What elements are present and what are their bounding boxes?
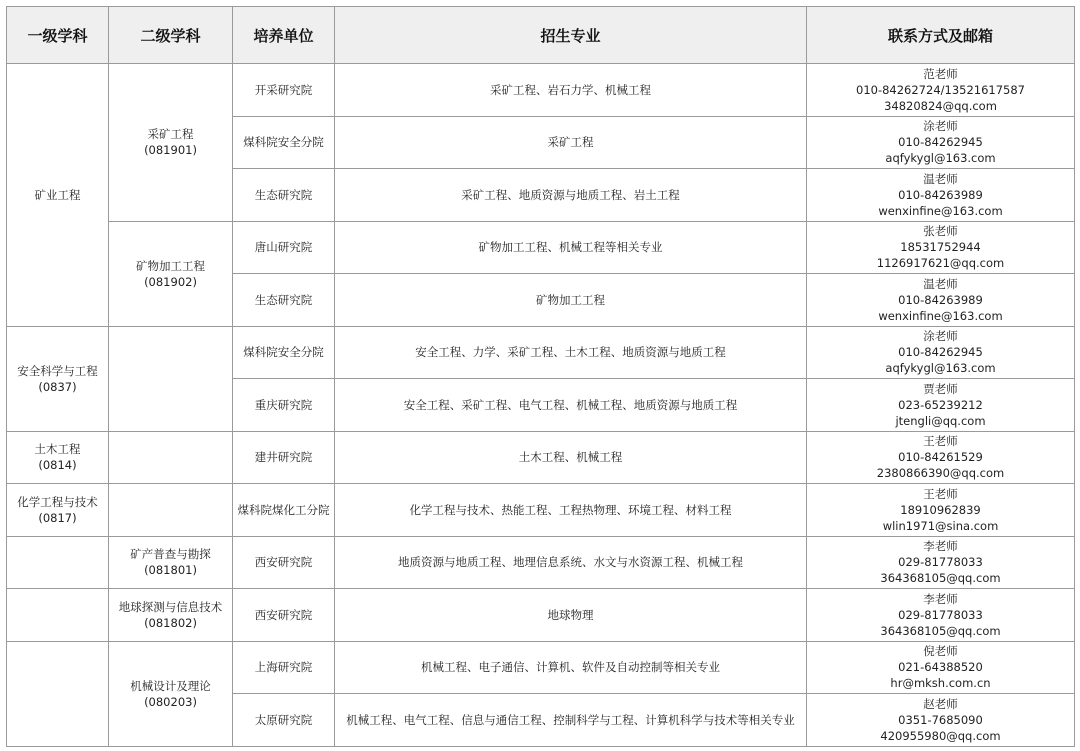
- contact-phone: 18531752944: [900, 240, 981, 255]
- majors-cell: 机械工程、电子通信、计算机、软件及自动控制等相关专业: [335, 641, 807, 694]
- header-row: [7, 7, 1075, 64]
- unit-cell: 生态研究院: [233, 274, 335, 327]
- unit-cell: 重庆研究院: [233, 379, 335, 432]
- header-cell: 招生专业: [335, 7, 807, 64]
- header-cell: 一级学科: [7, 7, 109, 64]
- unit-cell: 唐山研究院: [233, 221, 335, 274]
- secondary-discipline-name: 采矿工程: [147, 127, 194, 142]
- contact-name: 贾老师: [923, 381, 958, 396]
- majors-cell: 安全工程、采矿工程、电气工程、机械工程、地质资源与地质工程: [335, 379, 807, 432]
- contact-email: aqfykygl@163.com: [885, 151, 996, 166]
- contact-phone: 010-84262945: [898, 135, 983, 150]
- contact-phone: 010-84261529: [898, 450, 983, 465]
- contact-phone: 029-81778033: [898, 607, 983, 622]
- majors-cell: 矿物加工工程、机械工程等相关专业: [335, 221, 807, 274]
- contact-phone: 029-81778033: [898, 555, 983, 570]
- contact-cell: [807, 641, 1075, 694]
- primary-discipline-code: (0817): [38, 510, 77, 525]
- contact-email: 2380866390@qq.com: [876, 466, 1005, 481]
- contact-name: 范老师: [923, 66, 958, 81]
- contact-name: 温老师: [923, 276, 958, 291]
- secondary-discipline-code: (081902): [144, 274, 197, 289]
- table-row: [7, 431, 1075, 484]
- unit-cell: 太原研究院: [233, 694, 335, 747]
- contact-email: aqfykygl@163.com: [885, 361, 996, 376]
- unit-cell: 上海研究院: [233, 641, 335, 694]
- majors-cell: 安全工程、力学、采矿工程、土木工程、地质资源与地质工程: [335, 326, 807, 379]
- secondary-discipline-name: 地球探测与信息技术: [118, 599, 223, 614]
- secondary-discipline-name: 矿物加工工程: [136, 258, 205, 273]
- contact-name: 李老师: [923, 539, 958, 554]
- contact-phone: 023-65239212: [898, 397, 983, 412]
- contact-name: 涂老师: [923, 329, 958, 344]
- contact-name: 温老师: [923, 171, 958, 186]
- majors-cell: 化学工程与技术、热能工程、工程热物理、环境工程、材料工程: [335, 484, 807, 537]
- contact-phone: 010-84262724/13521617587: [856, 82, 1025, 97]
- majors-cell: 土木工程、机械工程: [335, 431, 807, 484]
- contact-email: 34820824@qq.com: [884, 98, 997, 113]
- majors-cell: 采矿工程、岩石力学、机械工程: [335, 64, 807, 117]
- contact-cell: [807, 589, 1075, 642]
- unit-cell: 煤科院煤化工分院: [233, 484, 335, 537]
- contact-name: 李老师: [923, 591, 958, 606]
- unit-cell: 开采研究院: [233, 64, 335, 117]
- table-row: [7, 641, 1075, 694]
- header-cell: 培养单位: [233, 7, 335, 64]
- secondary-discipline-code: (081802): [144, 615, 197, 630]
- majors-cell: 采矿工程、地质资源与地质工程、岩土工程: [335, 169, 807, 222]
- contact-cell: [807, 116, 1075, 169]
- primary-discipline-name: 安全科学与工程: [17, 363, 98, 378]
- primary-discipline-name: 土木工程: [34, 442, 81, 457]
- table-row: [7, 64, 1075, 117]
- contact-phone: 010-84263989: [898, 187, 983, 202]
- primary-discipline-cell: [7, 641, 109, 746]
- majors-cell: 机械工程、电气工程、信息与通信工程、控制科学与工程、计算机科学与技术等相关专业: [335, 694, 807, 747]
- contact-cell: [807, 326, 1075, 379]
- secondary-discipline-cell: [109, 326, 233, 431]
- contact-cell: [807, 274, 1075, 327]
- primary-discipline-cell: [7, 431, 109, 484]
- contact-cell: [807, 484, 1075, 537]
- table-row: [7, 221, 1075, 274]
- secondary-discipline-cell: [109, 221, 233, 326]
- contact-name: 涂老师: [923, 119, 958, 134]
- contact-cell: [807, 536, 1075, 589]
- contact-email: 420955980@qq.com: [880, 728, 1001, 743]
- unit-cell: 西安研究院: [233, 589, 335, 642]
- contact-email: 1126917621@qq.com: [876, 256, 1005, 271]
- table-row: [7, 326, 1075, 379]
- primary-discipline-name: 化学工程与技术: [17, 494, 98, 509]
- header-cell: 联系方式及邮箱: [807, 7, 1075, 64]
- contact-cell: [807, 64, 1075, 117]
- contact-email: hr@mksh.com.cn: [890, 676, 991, 691]
- contact-email: 364368105@qq.com: [880, 623, 1001, 638]
- header-cell: 二级学科: [109, 7, 233, 64]
- unit-cell: 煤科院安全分院: [233, 326, 335, 379]
- unit-cell: 西安研究院: [233, 536, 335, 589]
- contact-cell: [807, 169, 1075, 222]
- primary-discipline-cell: [7, 484, 109, 537]
- majors-cell: 采矿工程: [335, 116, 807, 169]
- secondary-discipline-cell: [109, 589, 233, 642]
- table-row: [7, 589, 1075, 642]
- majors-cell: 矿物加工工程: [335, 274, 807, 327]
- unit-cell: 生态研究院: [233, 169, 335, 222]
- contact-phone: 021-64388520: [898, 660, 983, 675]
- majors-cell: 地球物理: [335, 589, 807, 642]
- contact-name: 王老师: [923, 486, 958, 501]
- contact-cell: [807, 221, 1075, 274]
- secondary-discipline-code: (080203): [144, 694, 197, 709]
- secondary-discipline-cell: [109, 641, 233, 746]
- unit-cell: 煤科院安全分院: [233, 116, 335, 169]
- primary-discipline-code: (0837): [38, 379, 77, 394]
- contact-name: 张老师: [923, 224, 958, 239]
- primary-discipline-cell: [7, 326, 109, 431]
- contact-cell: [807, 431, 1075, 484]
- secondary-discipline-name: 机械设计及理论: [130, 678, 211, 693]
- contact-name: 倪老师: [923, 644, 958, 659]
- primary-discipline-cell: [7, 536, 109, 589]
- primary-discipline-code: (0814): [38, 458, 77, 473]
- contact-phone: 0351-7685090: [898, 712, 983, 727]
- secondary-discipline-cell: [109, 431, 233, 484]
- contact-phone: 18910962839: [900, 502, 981, 517]
- enrollment-table: [6, 6, 1075, 747]
- contact-email: 364368105@qq.com: [880, 571, 1001, 586]
- primary-discipline-cell: [7, 589, 109, 642]
- contact-cell: [807, 694, 1075, 747]
- contact-email: wenxinfine@163.com: [878, 203, 1003, 218]
- secondary-discipline-code: (081901): [144, 143, 197, 158]
- majors-cell: 地质资源与地质工程、地理信息系统、水文与水资源工程、机械工程: [335, 536, 807, 589]
- contact-name: 王老师: [923, 434, 958, 449]
- secondary-discipline-cell: [109, 536, 233, 589]
- primary-discipline-cell: [7, 64, 109, 327]
- unit-cell: 建井研究院: [233, 431, 335, 484]
- contact-cell: [807, 379, 1075, 432]
- contact-phone: 010-84262945: [898, 345, 983, 360]
- secondary-discipline-name: 矿产普查与勘探: [130, 547, 211, 562]
- secondary-discipline-cell: [109, 64, 233, 222]
- secondary-discipline-code: (081801): [144, 563, 197, 578]
- contact-email: jtengli@qq.com: [895, 413, 986, 428]
- contact-phone: 010-84263989: [898, 292, 983, 307]
- table-row: [7, 484, 1075, 537]
- contact-name: 赵老师: [923, 696, 958, 711]
- primary-discipline-name: 矿业工程: [34, 187, 81, 202]
- table-row: [7, 536, 1075, 589]
- contact-email: wlin1971@sina.com: [882, 518, 999, 533]
- contact-email: wenxinfine@163.com: [878, 308, 1003, 323]
- secondary-discipline-cell: [109, 484, 233, 537]
